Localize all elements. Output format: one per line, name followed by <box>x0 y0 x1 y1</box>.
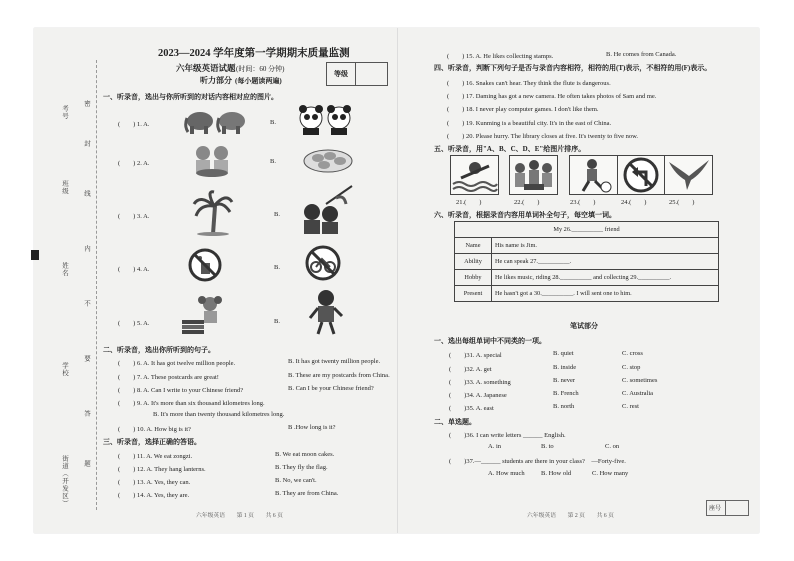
table-row: Ability He can speak 27.__________. <box>455 254 719 270</box>
order-24[interactable]: 24.( ) <box>621 199 647 206</box>
table-row: Hobby He likes music, riding 28.__________ and collecting 29.__________. <box>455 270 719 286</box>
seal-char: 密 <box>83 100 90 108</box>
q35-b: B. north <box>553 403 575 410</box>
part2-instruction: 二、听录音，选出你所听到的句子。 <box>103 346 215 354</box>
children-eating-image <box>192 144 232 178</box>
q13: ( ) 13. A. Yes, they can. <box>118 479 191 486</box>
q35-c: C. rest <box>622 403 639 410</box>
q12: ( ) 12. A. They hang lanterns. <box>118 466 206 473</box>
footer-left: 六年级英语 第 1 页 共 6 页 <box>196 513 283 519</box>
q11-b: B. We eat moon cakes. <box>275 451 335 458</box>
q15-b: B. He comes from Canada. <box>606 51 677 58</box>
q37: ( )37.—______ students are there in your class? —Forty-five. <box>449 458 626 465</box>
q5-label: ( ) 5. A. <box>118 320 150 327</box>
listening-note: (每小题读两遍) <box>235 77 282 85</box>
q4-b: B. <box>274 264 280 271</box>
grade-box[interactable] <box>326 62 388 86</box>
label-kaohao: 考号 <box>61 105 68 120</box>
q7-b: B. These are my postcards from China. <box>288 372 390 379</box>
q9-b: B. It's more than twenty thousand kilometres long. <box>153 411 285 418</box>
grade-label: 等级 <box>327 63 356 85</box>
q37-b: B. How old <box>541 470 572 477</box>
q34-c: C. Australia <box>622 390 654 397</box>
page-fold <box>397 28 398 533</box>
q6: ( ) 6. A. It has got twelve million people. <box>118 360 236 367</box>
seal-char: 题 <box>83 460 90 468</box>
q18: ( ) 18. I never play computer games. I don't like them. <box>447 106 599 113</box>
no-cycling-sign-icon <box>305 245 341 281</box>
part1-instruction: 一、听录音，选出与你所听到的对话内容相对应的图片。 <box>103 93 278 101</box>
elephants-image <box>184 106 250 136</box>
palm-tree-image <box>192 190 234 236</box>
q1-b: B. <box>270 119 276 126</box>
people-fishing-image <box>296 184 354 236</box>
q10-b: B .How long is it? <box>288 424 336 431</box>
q6-b: B. It has got twenty million people. <box>288 358 381 365</box>
q14: ( ) 14. A. Yes, they are. <box>118 492 190 499</box>
swimming-image <box>450 155 499 195</box>
q7: ( ) 7. A. These postcards are great! <box>118 374 219 381</box>
q20: ( ) 20. Please hurry. The library closes at five. It's twenty to five now. <box>447 133 639 140</box>
order-23[interactable]: 23.( ) <box>570 199 596 206</box>
q15: ( ) 15. A. He likes collecting stamps. <box>447 53 554 60</box>
q5-b: B. <box>274 318 280 325</box>
seal-char: 不 <box>83 300 90 308</box>
q34: ( )34. A. Japanese <box>449 392 507 399</box>
q36-c: C. on <box>605 443 620 450</box>
q8: ( ) 8. A. Can I write to your Chinese friend? <box>118 387 244 394</box>
q31-b: B. quiet <box>553 350 574 357</box>
part6-instruction: 六、听录音，根据录音内容用单词补全句子，每空填一词。 <box>434 211 616 219</box>
q19: ( ) 19. Kunming is a beautiful city. It's in the east of China. <box>447 120 612 127</box>
bird-image <box>664 155 713 195</box>
written-title: 笔试部分 <box>570 322 598 330</box>
q11: ( ) 11. A. We eat zongzi. <box>118 453 193 460</box>
q10: ( ) 10. A. How big is it? <box>118 426 191 433</box>
friend-info-table <box>454 221 719 302</box>
q2-b: B. <box>270 158 276 165</box>
seal-char: 答 <box>83 410 90 418</box>
part3-instruction: 三、听录音，选择正确的答语。 <box>103 438 201 446</box>
part5-instruction: 五、听录音，用"A、B、C、D、E"给图片排序。 <box>434 145 586 153</box>
q36-b: B. to <box>541 443 554 450</box>
q12-b: B. They fly the flag. <box>275 464 328 471</box>
q37-c: C. How many <box>592 470 629 477</box>
written-part2-instruction: 二、单选题。 <box>434 418 476 426</box>
q4-label: ( ) 4. A. <box>118 266 150 273</box>
q2-label: ( ) 2. A. <box>118 160 150 167</box>
q36-a: A. in <box>488 443 501 450</box>
girl-reading-image <box>180 294 236 336</box>
q31-c: C. cross <box>622 350 643 357</box>
q32-b: B. inside <box>553 364 577 371</box>
q32: ( )32. A. get <box>449 366 492 373</box>
q31: ( )31. A. special <box>449 352 502 359</box>
q35: ( )35. A. east <box>449 405 494 412</box>
q32-c: C. stop <box>622 364 641 371</box>
exam-subtitle: 六年级英语试题 <box>176 63 236 73</box>
q3-label: ( ) 3. A. <box>118 213 150 220</box>
q13-b: B. No, we can't. <box>275 477 317 484</box>
seal-char: 要 <box>83 355 90 363</box>
exam-time: (时间：60 分钟) <box>236 65 285 73</box>
q36: ( )36. I can write letters ______ English. <box>449 432 566 439</box>
q33-b: B. never <box>553 377 576 384</box>
seal-char: 内 <box>83 245 90 253</box>
no-littering-sign-icon <box>188 248 222 282</box>
q16: ( ) 16. Snakes can't hear. They think the flute is dangerous. <box>447 80 611 87</box>
seat-label: 座号 <box>709 506 722 512</box>
table-title[interactable]: My 26.__________ friend <box>455 222 719 238</box>
q37-a: A. How much <box>488 470 525 477</box>
q1-label: ( ) 1. A. <box>118 121 150 128</box>
listening-title: 听力部分 <box>200 76 232 85</box>
seal-line <box>96 60 97 510</box>
seat-number-box[interactable] <box>706 500 749 516</box>
order-21[interactable]: 21.( ) <box>456 199 482 206</box>
seal-char: 封 <box>83 140 90 148</box>
label-jiedao: 街道（开发区） <box>61 455 68 508</box>
q17: ( ) 17. Daming has got a new camera. He often takes photos of Sam and me. <box>447 93 657 100</box>
q33-c: C. sometimes <box>622 377 658 384</box>
q9: ( ) 9. A. It's more than six thousand kilometres long. <box>118 400 265 407</box>
q8-b: B. Can I be your Chinese friend? <box>288 385 374 392</box>
pandas-image <box>297 104 353 136</box>
label-banji: 班级 <box>61 180 68 195</box>
written-part1-instruction: 一、选出每组单词中不同类的一项。 <box>434 337 546 345</box>
footer-right: 六年级英语 第 2 页 共 6 页 <box>527 513 614 519</box>
q33: ( )33. A. something <box>449 379 511 386</box>
no-left-turn-sign-icon <box>617 155 666 195</box>
table-row: Name His name is Jim. <box>455 238 719 254</box>
boy-image <box>308 288 344 336</box>
label-xuexiao: 学校 <box>61 362 68 377</box>
football-player-image <box>569 155 618 195</box>
q3-b: B. <box>274 211 280 218</box>
table-row: Present He hasn't got a 30.__________. I will sent one to him. <box>455 286 719 302</box>
exam-title: 2023—2024 学年度第一学期期末质量监测 <box>158 48 350 59</box>
order-22[interactable]: 22.( ) <box>514 199 540 206</box>
group-of-children-image <box>509 155 558 195</box>
label-xingming: 姓名 <box>61 262 68 277</box>
binding-mark <box>31 250 39 260</box>
dumplings-image <box>302 144 354 174</box>
order-25[interactable]: 25.( ) <box>669 199 695 206</box>
q14-b: B. They are from China. <box>275 490 339 497</box>
seal-char: 线 <box>83 190 90 198</box>
part4-instruction: 四、听录音，判断下列句子是否与录音内容相符，相符的用(T)表示，不相符的用(F)表示。 <box>434 64 712 72</box>
q34-b: B. French <box>553 390 579 397</box>
